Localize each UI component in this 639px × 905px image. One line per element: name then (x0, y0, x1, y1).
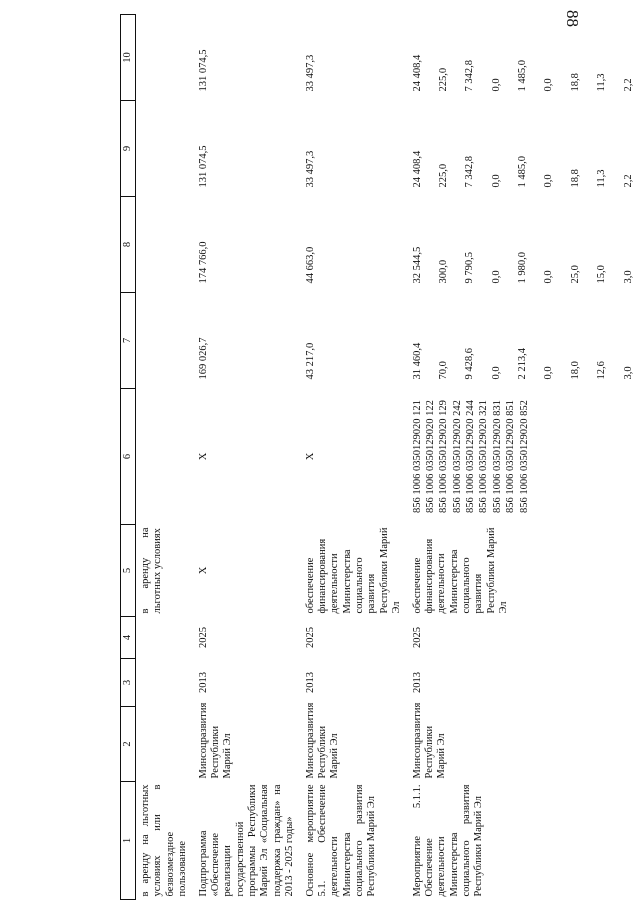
value: 11,3 (596, 73, 608, 92)
table-row (193, 15, 300, 900)
column-header: 7 (121, 293, 136, 389)
value: 9 790,5 (464, 252, 476, 284)
row-value-col10: 33 497,3 (304, 54, 316, 92)
value: 0,0 (543, 270, 555, 284)
value: 12,6 (596, 361, 608, 380)
row-value-col10: 131 074,5 (197, 49, 209, 92)
column-header: 4 (121, 617, 136, 659)
column-header: 6 (121, 389, 136, 525)
row-purpose: X (197, 566, 209, 575)
row-start-year: 2013 (197, 672, 209, 693)
value: 11,3 (596, 169, 608, 188)
row-end-year: 2025 (411, 627, 423, 648)
value: 32 544,5 (411, 246, 423, 284)
column-header: 8 (121, 197, 136, 293)
row-value-col7: 43 217,0 (304, 342, 316, 380)
value: 15,0 (596, 265, 608, 284)
column-header: 5 (121, 525, 136, 617)
column-number-row (121, 15, 136, 900)
row-end-year: 2025 (197, 627, 209, 648)
row-budget-code: X (197, 452, 209, 461)
row-start-year: 2013 (411, 672, 423, 693)
row-name: Основное мероприятие 5.1. Обеспечение деятельности Министерства социального развития Республики Марий Эл (304, 784, 378, 897)
row-values-col8 (407, 197, 639, 293)
row-start-year: 2013 (304, 672, 316, 693)
budget-code: 856 1006 0350129020 851 (505, 400, 517, 513)
continuation-row (136, 15, 193, 900)
row-executor: Минсоцразвития Республики Марий Эл (411, 702, 448, 779)
value: 0,0 (490, 366, 502, 380)
value: 18,0 (569, 361, 581, 380)
row-value-col8: 44 663,0 (304, 246, 316, 284)
value: 2,2 (622, 174, 634, 188)
row-values-col9 (407, 101, 639, 197)
value: 18,8 (569, 169, 581, 188)
value: 31 460,4 (411, 342, 423, 380)
value: 225,0 (437, 67, 449, 92)
value: 0,0 (543, 78, 555, 92)
row-name: Подпрограмма «Обеспечение реализации государственной программы Республики Марий Эл «Социальная поддержка граждан» на 2013 - 2025 годы» (197, 784, 296, 897)
table-row (407, 15, 639, 900)
value: 2,2 (622, 78, 634, 92)
value: 1 485,0 (517, 60, 528, 92)
row-values-col7 (407, 293, 639, 389)
value: 3,0 (622, 366, 634, 380)
column-header: 10 (121, 15, 136, 101)
continuation-text: в аренду на льготных условиях или в безвозмездное пользование (140, 784, 189, 897)
value: 1 485,0 (517, 156, 528, 188)
value: 24 408,4 (411, 54, 423, 92)
row-value-col7: 169 026,7 (197, 337, 209, 380)
program-table (120, 14, 639, 900)
row-executor: Минсоцразвития Республики Марий Эл (304, 702, 341, 779)
value: 0,0 (543, 366, 555, 380)
budget-code: 856 1006 0350129020 122 (424, 400, 436, 513)
value: 70,0 (437, 361, 449, 380)
budget-code: 856 1006 0350129020 244 (465, 400, 476, 513)
column-header: 9 (121, 101, 136, 197)
row-value-col9: 33 497,3 (304, 150, 316, 188)
row-end-year: 2025 (304, 627, 316, 648)
value: 18,8 (569, 73, 581, 92)
value: 24 408,4 (411, 150, 423, 188)
value: 3,0 (622, 270, 634, 284)
budget-code: 856 1006 0350129020 121 (411, 400, 423, 513)
value: 300,0 (437, 259, 449, 284)
budget-code: 856 1006 0350129020 831 (491, 400, 503, 513)
row-budget-code: X (304, 452, 316, 461)
continuation-purpose: в аренду на льготных условиях (140, 527, 164, 614)
budget-code: 856 1006 0350129020 852 (518, 400, 530, 513)
value: 9 428,6 (464, 348, 476, 380)
table-row (300, 15, 407, 900)
row-value-col8: 174 766,0 (197, 241, 209, 284)
value: 0,0 (490, 78, 502, 92)
row-executor: Минсоцразвития Республики Марий Эл (197, 702, 234, 779)
value: 7 342,8 (464, 60, 476, 92)
page-number: 88 (563, 10, 582, 27)
row-name: Мероприятие 5.1.1. Обеспечение деятельности Министерства социального развития Республики Марий Эл (411, 784, 485, 897)
column-header: 3 (121, 659, 136, 707)
row-values-col10 (407, 15, 639, 101)
budget-code: 856 1006 0350129020 129 (438, 400, 450, 513)
row-purpose: обеспечение финансирования деятельности Министерства социального развития Республики Марий Эл (411, 527, 510, 614)
budget-code: 856 1006 0350129020 242 (451, 400, 463, 513)
value: 0,0 (490, 270, 502, 284)
row-purpose: обеспечение финансирования деятельности Министерства социального развития Республики Марий Эл (304, 527, 403, 614)
value: 225,0 (437, 163, 449, 188)
value: 2 213,4 (517, 348, 528, 380)
value: 1 980,0 (517, 252, 528, 284)
budget-code: 856 1006 0350129020 321 (478, 400, 490, 513)
value: 0,0 (490, 174, 502, 188)
column-header: 1 (121, 782, 136, 900)
column-header: 2 (121, 707, 136, 782)
value: 25,0 (569, 265, 581, 284)
row-value-col9: 131 074,5 (197, 145, 209, 188)
value: 7 342,8 (464, 156, 476, 188)
row-budget-codes (407, 389, 639, 525)
value: 0,0 (543, 174, 555, 188)
